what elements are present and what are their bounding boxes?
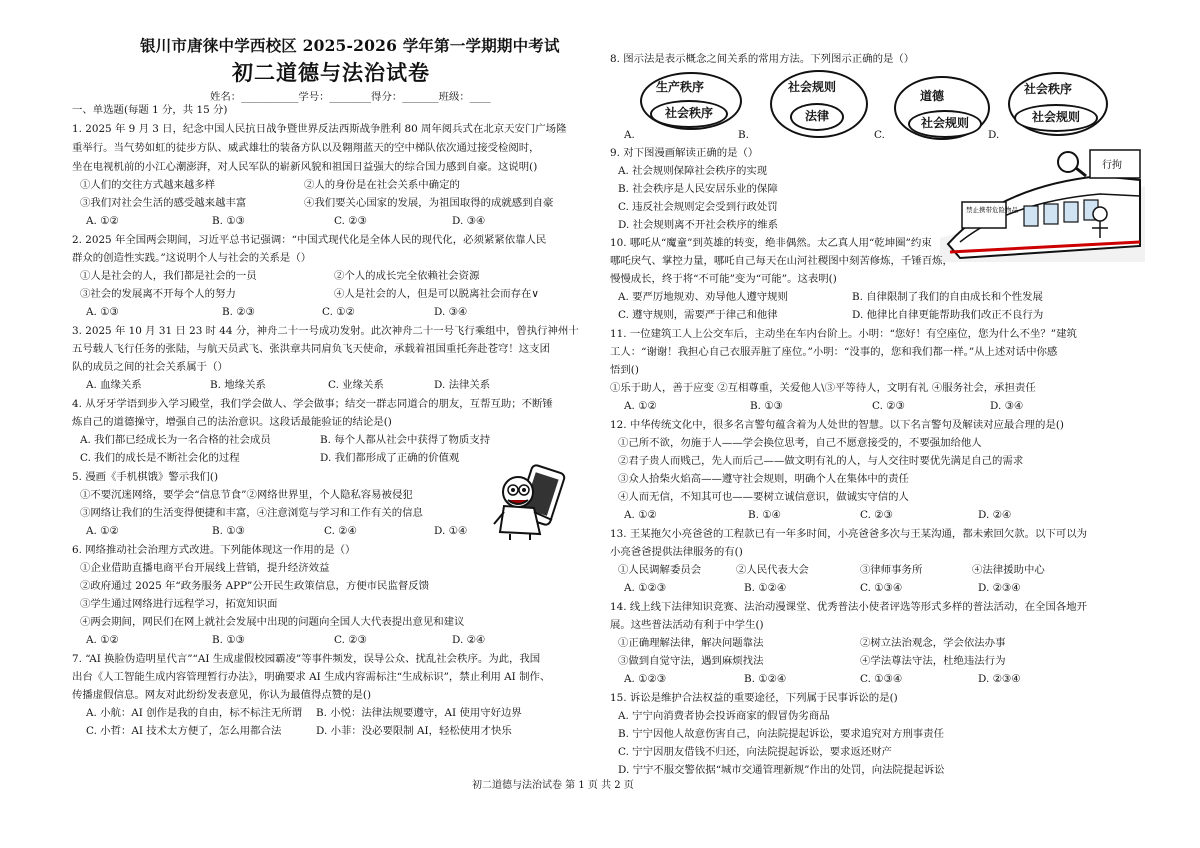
answer-option: B. ①③ <box>212 215 245 227</box>
question-line: 五号载人飞行任务的张陆，与航天员武飞、张洪章共同肩负飞天使命，承载着祖国重托奔赴苍穹！这支团 <box>72 343 550 355</box>
question-line: 坐在电视机前的小江心潮澎湃，对人民军队的崭新风貌和祖国日益强大的综合国力感到自豪。这说明() <box>72 161 538 173</box>
answer-option: A. ①② <box>86 215 119 227</box>
option-line: ④我们要关心国家的发展，为祖国取得的成就感到自豪 <box>304 197 554 209</box>
answer-option: B. ①③ <box>212 525 245 537</box>
question-line: 小亮爸爸提供法律服务的有() <box>610 546 743 558</box>
answer-option: A. ①②③ <box>624 673 667 685</box>
answer-option: C. ②③ <box>334 215 367 227</box>
option-line: ④学法尊法守法，杜绝违法行为 <box>860 655 1006 667</box>
cartoon-sign-text: 禁止携带危险物品 <box>966 206 1018 214</box>
answer-option: B. ①③ <box>212 634 245 646</box>
answer-option: D. ③④ <box>452 215 486 227</box>
option-line: ②君子贵人而贱己，先人而后己——做文明有礼的人，与人交往时要优先满足自己的需求 <box>618 455 1024 467</box>
question-line: 悟到() <box>610 364 639 376</box>
answer-option: C. 遵守规则，需要严于律己和他律 <box>618 309 778 321</box>
answer-option: A. 血缘关系 <box>86 379 142 391</box>
question-line: 7. “AI 换脸伪造明星代言”“AI 生成虚假校园霸凌”等事件频发，误导公众、扰乱社会秩序。为此，我国 <box>72 653 541 665</box>
option-letter: C. <box>874 129 885 141</box>
option-line: ①乐于助人，善于应变 ②互相尊重，关爱他人\③平等待人，文明有礼 ④服务社会，承担责任 <box>610 382 1036 394</box>
page-footer: 初二道德与法治试卷 第 1 页 共 2 页 <box>472 780 634 791</box>
answer-option: D. 法律关系 <box>434 379 491 391</box>
answer-option: A. 我们都已经成长为一名合格的社会成员 <box>80 434 271 446</box>
diagram-label: 社会规则 <box>1014 104 1098 132</box>
answer-option: C. 小哲：AI 技术太方便了，怎么用都合法 <box>86 725 282 737</box>
question-line: 2. 2025 年全国两会期间，习近平总书记强调：“中国式现代化是全体人民的现代化，必须紧紧依靠人民 <box>72 234 547 246</box>
question-line: 10. 哪吒从“魔童”到英雄的转变，绝非偶然。太乙真人用“乾坤圈”约束 <box>610 237 932 249</box>
answer-option: D. 他律比自律更能帮助我们改正不良行为 <box>852 309 1044 321</box>
question-line: 炼自己的道德操守，增强自己的法治意识。这段话最能验证的结论是() <box>72 416 392 428</box>
answer-option: B. 宁宁因他人故意伤害自己，向法院提起诉讼，要求追究对方刑事责任 <box>618 728 944 740</box>
question-line: 5. 漫画《手机棋饿》警示我们() <box>72 471 219 483</box>
answer-option: D. ②④ <box>978 509 1012 521</box>
question-line: 11. 一位建筑工人上公交车后，主动坐在车内台阶上。小明：“您好！有空座位，您为什么不坐？”建筑 <box>610 328 1077 340</box>
question-line: 展。这些普法活动有利于中学生() <box>610 619 764 631</box>
answer-option: B. ①③ <box>750 400 783 412</box>
answer-option: D. 小菲：没必要限制 AI，轻松使用才快乐 <box>316 725 512 737</box>
diagram-label: 社会秩序 <box>650 100 728 128</box>
question-line: 6. 网络推动社会治理方式改进。下列能体现这一作用的是（） <box>72 544 356 556</box>
option-line: ③网络让我们的生活变得便捷和丰富，④注意浏览与学习和工作有关的信息 <box>80 507 423 519</box>
answer-option: A. 小航：AI 创作是我的自由，标不标注无所谓 <box>86 707 303 719</box>
answer-option: B. 社会秩序是人民安居乐业的保障 <box>618 183 778 195</box>
option-line: ③学生通过网络进行远程学习，拓宽知识面 <box>80 598 278 610</box>
answer-option: B. 地缘关系 <box>210 379 266 391</box>
option-line: ②人民代表大会 <box>736 564 809 576</box>
answer-option: D. 我们都形成了正确的价值观 <box>320 452 460 464</box>
answer-option: C. 业缘关系 <box>328 379 384 391</box>
question-line: 哪吒戾气、掌控力量，哪吒自己每天在山河社稷图中刻苦修炼，千锤百炼， <box>610 255 953 267</box>
option-line: ①人是社会的人，我们都是社会的一员 <box>80 270 257 282</box>
option-line: ④人是社会的人，但是可以脱离社会而存在∨ <box>334 288 540 300</box>
answer-option: C. ①③④ <box>860 582 903 594</box>
answer-option: C. ②③ <box>334 634 367 646</box>
question-line: 8. 图示法是表示概念之间关系的常用方法。下列图示正确的是（） <box>610 53 915 65</box>
option-line: ①正确理解法律，解决问题靠法 <box>618 637 764 649</box>
diagram-label: 生产秩序 <box>656 80 705 94</box>
student-info-line: 姓名：___________学号：________得分：_______班级：____ <box>210 91 491 103</box>
question-line: 重举行。当气势如虹的徒步方队、威武雄壮的装备方队以及翱翔蓝天的空中梯队依次通过接受检阅时， <box>72 142 540 154</box>
answer-option: B. 每个人都从社会中获得了物质支持 <box>320 434 491 446</box>
option-line: ③众人拾柴火焰高——遵守社会规则，明确个人在集体中的责任 <box>618 473 909 485</box>
option-line: ④法律援助中心 <box>972 564 1045 576</box>
phone-addiction-cartoon <box>490 462 578 542</box>
answer-option: C. 违反社会规则定会受到行政处罚 <box>618 201 778 213</box>
answer-option: D. ①④ <box>434 525 468 537</box>
answer-option: D. ③④ <box>990 400 1024 412</box>
answer-option: C. 我们的成长是不断社会化的过程 <box>80 452 240 464</box>
answer-option: C. ①③④ <box>860 673 903 685</box>
answer-option: A. 要严厉地规劝、劝导他人遵守规则 <box>618 291 788 303</box>
train-security-cartoon <box>940 146 1145 264</box>
answer-option: C. ②③ <box>872 400 905 412</box>
option-line: ①人民调解委员会 <box>618 564 702 576</box>
section-heading: 一、单选题(每题 1 分，共 15 分) <box>72 104 228 116</box>
option-letter: B. <box>738 129 749 141</box>
question-line: 14. 线上线下法律知识竞赛、法治动漫课堂、优秀普法小使者评选等形式多样的普法活动，在全国各地开 <box>610 601 1088 613</box>
answer-option: B. 自律限制了我们的自由成长和个性发展 <box>852 291 1043 303</box>
question-line: 1. 2025 年 9 月 3 日，纪念中国人民抗日战争暨世界反法西斯战争胜利 80 周年阅兵式在北京天安门广场隆 <box>72 123 567 135</box>
diagram-label: 道德 <box>920 89 945 103</box>
answer-option: A. 宁宁向消费者协会投诉商家的假冒伪劣商品 <box>618 710 830 722</box>
diagram-label: 社会秩序 <box>1024 82 1073 96</box>
answer-option: C. ②③ <box>860 509 893 521</box>
answer-option: A. ①② <box>86 634 119 646</box>
answer-option: A. ①② <box>624 400 657 412</box>
answer-option: A. ①② <box>86 525 119 537</box>
option-line: ③做到自觉守法，遇到麻烦找法 <box>618 655 764 667</box>
answer-option: D. 社会规则离不开社会秩序的维系 <box>618 219 779 231</box>
question-line: 15. 诉讼是维护合法权益的重要途径，下列属于民事诉讼的是() <box>610 692 898 704</box>
answer-option: B. ①②④ <box>744 582 787 594</box>
diagram-label: 社会规则 <box>908 110 982 138</box>
answer-option: C. ②④ <box>324 525 357 537</box>
question-line: 传播虚假信息。网友对此纷纷发表意见，你认为最值得点赞的是() <box>72 689 372 701</box>
diagram-label: 社会规则 <box>788 80 837 94</box>
cartoon-stamp-text: 行拘 <box>1102 160 1122 171</box>
answer-option: D. ②④ <box>452 634 486 646</box>
option-line: ③我们对社会生活的感受越来越丰富 <box>80 197 247 209</box>
answer-option: D. ②③④ <box>978 673 1021 685</box>
answer-option: A. 社会规则保障社会秩序的实现 <box>618 165 768 177</box>
option-line: ①企业借助直播电商平台开展线上营销，提升经济效益 <box>80 562 330 574</box>
question-line: 4. 从牙牙学语到步入学习殿堂，我们学会做人、学会做事；结交一群志同道合的朋友，互帮互助；不断锤 <box>72 398 553 410</box>
answer-option: A. ①② <box>624 509 657 521</box>
answer-option: D. ②③④ <box>978 582 1021 594</box>
option-letter: A. <box>624 129 635 141</box>
option-line: ④两会期间，网民们在网上就社会发展中出现的问题向全国人大代表提出意见和建议 <box>80 616 465 628</box>
option-line: ③律师事务所 <box>860 564 923 576</box>
answer-option: C. ①② <box>322 306 355 318</box>
answer-option: D. 宁宁不服交警依据“城市交通管理新规”作出的处罚，向法院提起诉讼 <box>618 764 945 776</box>
question-line: 12. 中华传统文化中，很多名言警句蕴含着为人处世的智慧。以下名言警句及解读对应最合理的是() <box>610 419 1064 431</box>
question-line: 13. 王某拖欠小亮爸爸的工程款已有一年多时间，小亮爸爸多次与王某沟通，都未索回欠款。以下可以为 <box>610 528 1088 540</box>
option-line: ③社会的发展离不开每个人的努力 <box>80 288 236 300</box>
option-line: ④人而无信，不知其可也——要树立诚信意识，做诚实守信的人 <box>618 491 909 503</box>
answer-option: A. ①②③ <box>624 582 667 594</box>
question-line: 出台《人工智能生成内容管理暂行办法》，明确要求 AI 生成内容需标注“生成标识”，禁止利用 AI 制作、 <box>72 671 551 683</box>
exam-title: 银川市唐徕中学西校区 2025-2026 学年第一学期期中考试 <box>140 36 560 55</box>
question-line: 慢慢成长，终于将“不可能”变为“可能”。这表明() <box>610 273 837 285</box>
option-line: ①人们的交往方式越来越多样 <box>80 179 216 191</box>
exam-subject-title: 初二道德与法治试卷 <box>232 60 430 85</box>
question-line: 队的成员之间的社会关系属于（） <box>72 361 228 373</box>
question-line: 9. 对下图漫画解读正确的是（） <box>610 147 759 159</box>
option-line: ②个人的成长完全依赖社会资源 <box>334 270 480 282</box>
option-line: ②人的身份是在社会关系中确定的 <box>304 179 460 191</box>
answer-option: B. ①④ <box>748 509 781 521</box>
answer-option: B. 小悦：法律法规要遵守，AI 使用守好边界 <box>316 707 522 719</box>
option-line: ②树立法治观念，学会依法办事 <box>860 637 1006 649</box>
answer-option: D. ③④ <box>434 306 468 318</box>
answer-option: C. 宁宁因朋友借钱不归还，向法院提起诉讼，要求返还财产 <box>618 746 892 758</box>
option-line: ②政府通过 2025 年“政务服务 APP”公开民生政策信息，方便市民监督反馈 <box>80 580 430 592</box>
question-line: 工人：“谢谢！我担心自己衣服弄脏了座位。”小明：“没事的，您和我们都一样。”从上述对话中你感 <box>610 346 1058 358</box>
question-line: 3. 2025 年 10 月 31 日 23 时 44 分，神舟二十一号成功发射。此次神舟二十一号飞行乘组中，曾执行神州十 <box>72 325 579 337</box>
answer-option: A. ①③ <box>86 306 119 318</box>
answer-option: B. ②③ <box>222 306 255 318</box>
option-line: ①不要沉迷网络，要学会“信息节食”②网络世界里，个人隐私容易被侵犯 <box>80 489 413 501</box>
option-line: ①己所不欲，勿施于人——学会换位思考，自己不愿意接受的，不要强加给他人 <box>618 437 982 449</box>
question-line: 群众的创造性实践。”这说明个人与社会的关系是（） <box>72 252 312 264</box>
answer-option: B. ①②④ <box>744 673 787 685</box>
option-letter: D. <box>988 129 1000 141</box>
diagram-label: 法律 <box>790 103 844 131</box>
